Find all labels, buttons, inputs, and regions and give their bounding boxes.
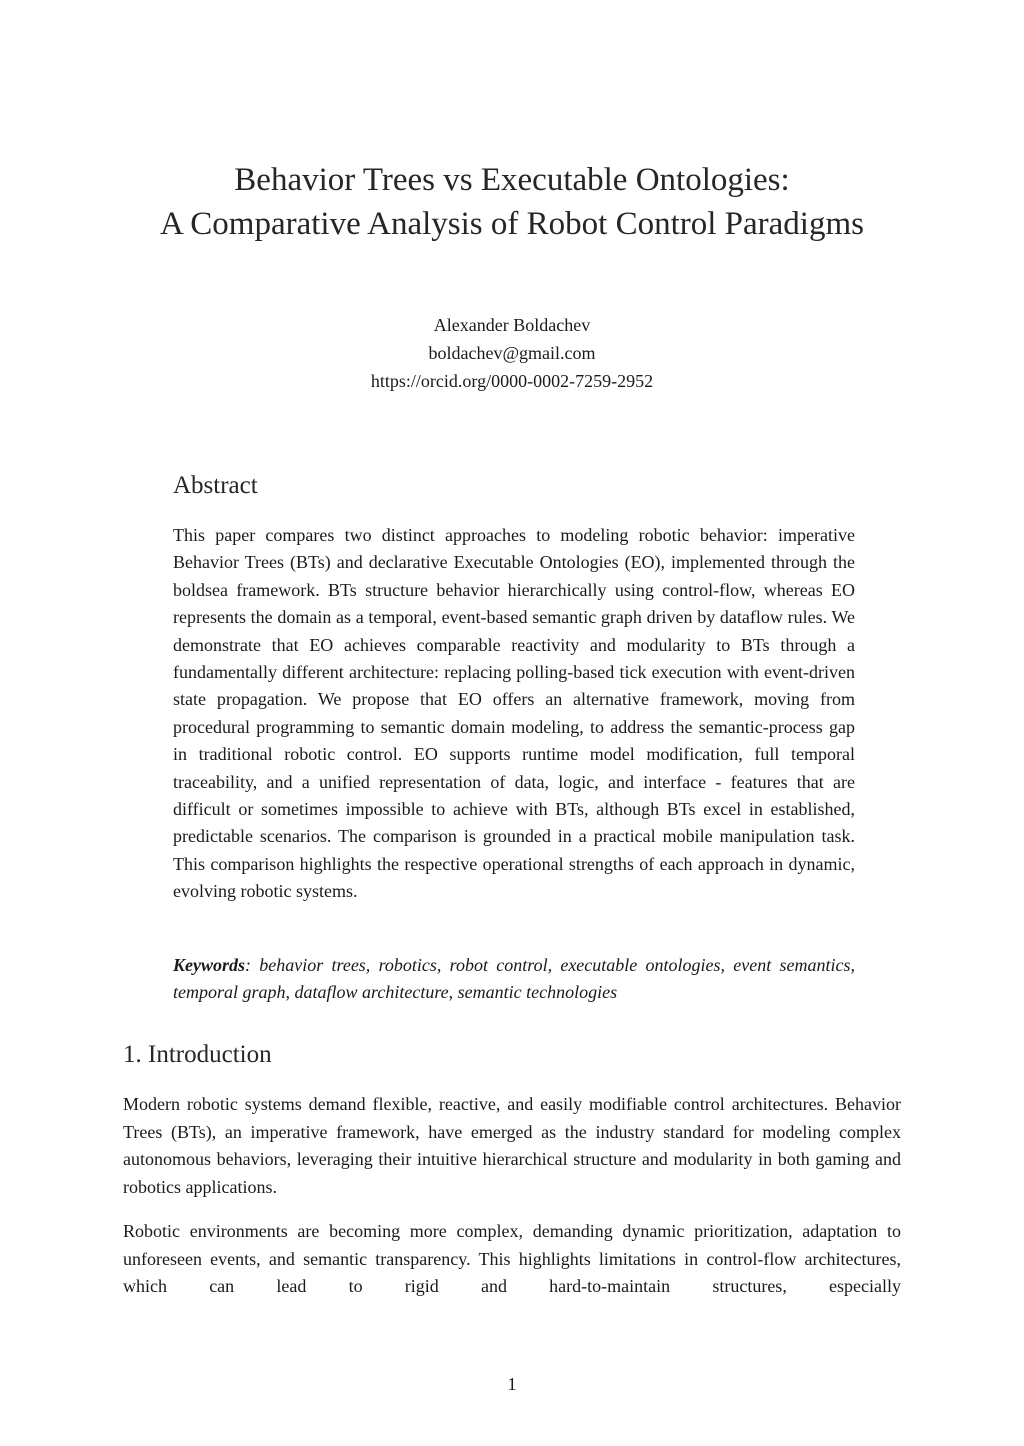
title-line-1: Behavior Trees vs Executable Ontologies: bbox=[234, 162, 790, 198]
section-heading-introduction: 1. Introduction bbox=[123, 1041, 272, 1068]
author-name: Alexander Boldachev bbox=[433, 315, 591, 335]
keywords-label: Keywords bbox=[173, 955, 245, 975]
author-block bbox=[0, 311, 1024, 395]
author-email: boldachev@gmail.com bbox=[428, 343, 596, 363]
keywords bbox=[173, 952, 855, 1007]
author-orcid: https://orcid.org/0000-0002-7259-2952 bbox=[370, 371, 654, 391]
keywords-list: : behavior trees, robotics, robot control, executable ontologies, event semantics, temporal graph, dataflow architecture, semantic technologies bbox=[173, 955, 855, 1003]
intro-paragraph-2: Robotic environments are becoming more complex, demanding dynamic prioritization, adaptation to unforeseen events, and semantic transparency. This highlights limitations in control-flow architectures, which can lead to rigid and hard-to-maintain structures, especially bbox=[123, 1221, 901, 1297]
abstract-heading: Abstract bbox=[173, 472, 258, 499]
intro-paragraph-1: Modern robotic systems demand flexible, reactive, and easily modifiable control architectures. Behavior Trees (BTs), an imperative framework, have emerged as the industry standard for modeling complex autonomous behaviors, leveraging their intuitive hierarchical structure and modularity in both gaming and robotics applications. bbox=[123, 1094, 901, 1197]
title-line-2: A Comparative Analysis of Robot Control Paradigms bbox=[160, 206, 864, 242]
page-number: 1 bbox=[507, 1374, 517, 1394]
paper-title bbox=[0, 158, 1024, 246]
abstract-text: This paper compares two distinct approaches to modeling robotic behavior: imperative Behavior Trees (BTs) and declarative Executable Ontologies (EO), implemented through the boldsea framework. BTs structure behavior hierarchically using control-flow, whereas EO represents the domain as a temporal, event-based semantic graph driven by dataflow rules. We demonstrate that EO achieves comparable reactivity and modularity to BTs through a fundamentally different architecture: replacing polling-based tick execution with event-driven state propagation. We propose that EO offers an alternative framework, moving from procedural programming to semantic domain modeling, to address the semantic-process gap in traditional robotic control. EO supports runtime model modification, full temporal traceability, and a unified representation of data, logic, and interface - features that are difficult or sometimes impossible to achieve with BTs, although BTs excel in established, predictable scenarios. The comparison is grounded in a practical mobile manipulation task. This comparison highlights the respective operational strengths of each approach in dynamic, evolving robotic systems. bbox=[173, 525, 855, 902]
